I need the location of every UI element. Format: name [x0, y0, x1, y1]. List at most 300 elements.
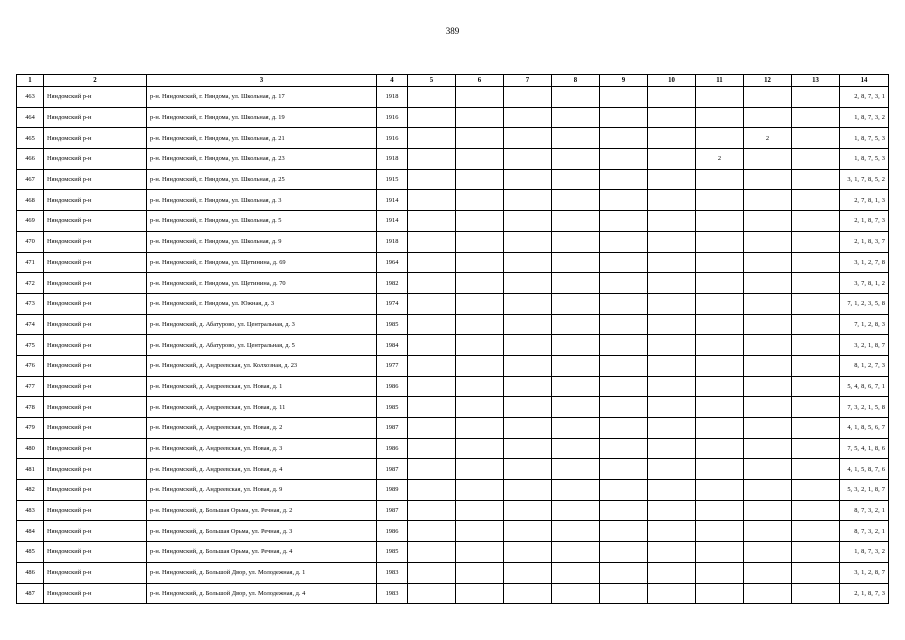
column-12-cell [744, 190, 792, 211]
column-9-cell [600, 314, 648, 335]
column-8-cell [552, 314, 600, 335]
column-14-cell: 5, 3, 2, 1, 8, 7 [840, 480, 889, 501]
column-10-cell [648, 397, 696, 418]
column-13-cell [792, 190, 840, 211]
column-9-cell [600, 231, 648, 252]
column-10-cell [648, 149, 696, 170]
column-9-cell [600, 190, 648, 211]
column-header-3: 3 [147, 75, 377, 87]
column-header-1: 1 [17, 75, 44, 87]
column-12-cell [744, 542, 792, 563]
column-9-cell [600, 169, 648, 190]
row-number: 472 [17, 273, 44, 294]
address-cell: р-н. Няндомский, д. Андреевская, ул. Колхозная, д. 23 [147, 355, 377, 376]
column-14-cell: 2, 1, 8, 7, 3 [840, 211, 889, 232]
column-11-cell [696, 252, 744, 273]
column-14-cell: 2, 1, 8, 7, 3 [840, 583, 889, 604]
column-5-cell [408, 128, 456, 149]
column-12-cell [744, 107, 792, 128]
column-8-cell [552, 480, 600, 501]
column-13-cell [792, 500, 840, 521]
column-7-cell [504, 87, 552, 108]
column-5-cell [408, 562, 456, 583]
address-cell: р-н. Няндомский, д. Абатурово, ул. Центральная, д. 5 [147, 335, 377, 356]
year-cell: 1916 [377, 107, 408, 128]
column-14-cell: 7, 1, 2, 8, 3 [840, 314, 889, 335]
column-5-cell [408, 211, 456, 232]
year-cell: 1989 [377, 480, 408, 501]
column-7-cell [504, 293, 552, 314]
column-9-cell [600, 149, 648, 170]
district-cell: Няндомский р-н [44, 397, 147, 418]
column-5-cell [408, 293, 456, 314]
row-number: 473 [17, 293, 44, 314]
row-number: 478 [17, 397, 44, 418]
column-9-cell [600, 500, 648, 521]
column-7-cell [504, 459, 552, 480]
column-6-cell [456, 128, 504, 149]
column-7-cell [504, 562, 552, 583]
table-row [17, 107, 889, 128]
district-cell: Няндомский р-н [44, 169, 147, 190]
row-number: 466 [17, 149, 44, 170]
district-cell: Няндомский р-н [44, 542, 147, 563]
column-7-cell [504, 190, 552, 211]
district-cell: Няндомский р-н [44, 87, 147, 108]
column-9-cell [600, 87, 648, 108]
column-8-cell [552, 376, 600, 397]
column-14-cell: 8, 1, 2, 7, 3 [840, 355, 889, 376]
row-number: 465 [17, 128, 44, 149]
district-cell: Няндомский р-н [44, 314, 147, 335]
column-11-cell [696, 169, 744, 190]
row-number: 470 [17, 231, 44, 252]
year-cell: 1914 [377, 190, 408, 211]
year-cell: 1985 [377, 542, 408, 563]
column-9-cell [600, 355, 648, 376]
column-10-cell [648, 190, 696, 211]
column-10-cell [648, 211, 696, 232]
table-row [17, 542, 889, 563]
column-11-cell [696, 418, 744, 439]
column-12-cell [744, 335, 792, 356]
column-10-cell [648, 314, 696, 335]
column-13-cell [792, 376, 840, 397]
column-header-12: 12 [744, 75, 792, 87]
column-5-cell [408, 459, 456, 480]
page-number: 389 [445, 26, 460, 36]
column-8-cell [552, 273, 600, 294]
table-row [17, 252, 889, 273]
row-number: 480 [17, 438, 44, 459]
column-12-cell [744, 273, 792, 294]
column-header-14: 14 [840, 75, 889, 87]
address-cell: р-н. Няндомский, д. Большая Орьма, ул. Речная, д. 3 [147, 521, 377, 542]
column-7-cell [504, 314, 552, 335]
column-12-cell [744, 211, 792, 232]
column-10-cell [648, 480, 696, 501]
column-10-cell [648, 231, 696, 252]
column-13-cell [792, 231, 840, 252]
address-cell: р-н. Няндомский, д. Андреевская, ул. Новая, д. 9 [147, 480, 377, 501]
column-header-13: 13 [792, 75, 840, 87]
column-9-cell [600, 335, 648, 356]
column-6-cell [456, 418, 504, 439]
year-cell: 1987 [377, 418, 408, 439]
column-13-cell [792, 87, 840, 108]
column-10-cell [648, 542, 696, 563]
column-12-cell [744, 583, 792, 604]
address-cell: р-н. Няндомский, д. Андреевская, ул. Новая, д. 2 [147, 418, 377, 439]
table-row [17, 293, 889, 314]
column-8-cell [552, 355, 600, 376]
column-12-cell [744, 314, 792, 335]
column-7-cell [504, 335, 552, 356]
year-cell: 1964 [377, 252, 408, 273]
column-11-cell [696, 293, 744, 314]
year-cell: 1987 [377, 459, 408, 480]
column-5-cell [408, 397, 456, 418]
column-8-cell [552, 107, 600, 128]
address-cell: р-н. Няндомский, г. Няндома, ул. Школьная, д. 9 [147, 231, 377, 252]
district-cell: Няндомский р-н [44, 190, 147, 211]
district-cell: Няндомский р-н [44, 438, 147, 459]
column-10-cell [648, 418, 696, 439]
column-7-cell [504, 583, 552, 604]
column-8-cell [552, 252, 600, 273]
column-10-cell [648, 169, 696, 190]
column-9-cell [600, 480, 648, 501]
column-8-cell [552, 169, 600, 190]
column-10-cell [648, 521, 696, 542]
column-5-cell [408, 335, 456, 356]
column-6-cell [456, 149, 504, 170]
address-cell: р-н. Няндомский, г. Няндома, ул. Щетинина, д. 69 [147, 252, 377, 273]
column-12-cell [744, 355, 792, 376]
table-row [17, 418, 889, 439]
column-12-cell [744, 293, 792, 314]
table-row [17, 273, 889, 294]
column-6-cell [456, 500, 504, 521]
column-14-cell: 8, 7, 3, 2, 1 [840, 521, 889, 542]
column-8-cell [552, 583, 600, 604]
column-14-cell: 3, 1, 2, 8, 7 [840, 562, 889, 583]
column-13-cell [792, 252, 840, 273]
year-cell: 1918 [377, 87, 408, 108]
column-header-9: 9 [600, 75, 648, 87]
column-13-cell [792, 438, 840, 459]
district-cell: Няндомский р-н [44, 107, 147, 128]
column-6-cell [456, 355, 504, 376]
row-number: 486 [17, 562, 44, 583]
column-8-cell [552, 149, 600, 170]
column-12-cell [744, 480, 792, 501]
column-12-cell [744, 562, 792, 583]
row-number: 475 [17, 335, 44, 356]
row-number: 464 [17, 107, 44, 128]
column-6-cell [456, 211, 504, 232]
column-6-cell [456, 190, 504, 211]
row-number: 463 [17, 87, 44, 108]
column-10-cell [648, 273, 696, 294]
column-14-cell: 8, 7, 3, 2, 1 [840, 500, 889, 521]
column-11-cell [696, 438, 744, 459]
year-cell: 1987 [377, 500, 408, 521]
column-5-cell [408, 169, 456, 190]
column-6-cell [456, 107, 504, 128]
column-13-cell [792, 355, 840, 376]
year-cell: 1916 [377, 128, 408, 149]
column-5-cell [408, 542, 456, 563]
column-9-cell [600, 438, 648, 459]
column-14-cell: 4, 1, 5, 8, 7, 6 [840, 459, 889, 480]
column-14-cell: 1, 8, 7, 3, 2 [840, 107, 889, 128]
address-cell: р-н. Няндомский, г. Няндома, ул. Школьная, д. 21 [147, 128, 377, 149]
column-7-cell [504, 252, 552, 273]
table-row [17, 211, 889, 232]
table-row [17, 376, 889, 397]
column-10-cell [648, 293, 696, 314]
year-cell: 1986 [377, 376, 408, 397]
column-13-cell [792, 542, 840, 563]
column-13-cell [792, 459, 840, 480]
column-10-cell [648, 355, 696, 376]
column-6-cell [456, 397, 504, 418]
column-11-cell [696, 542, 744, 563]
column-5-cell [408, 418, 456, 439]
column-9-cell [600, 252, 648, 273]
column-14-cell: 5, 4, 8, 6, 7, 1 [840, 376, 889, 397]
column-14-cell: 1, 8, 7, 5, 3 [840, 149, 889, 170]
column-7-cell [504, 397, 552, 418]
row-number: 482 [17, 480, 44, 501]
column-11-cell [696, 583, 744, 604]
column-13-cell [792, 273, 840, 294]
column-header-8: 8 [552, 75, 600, 87]
address-cell: р-н. Няндомский, д. Большая Орьма, ул. Речная, д. 2 [147, 500, 377, 521]
address-cell: р-н. Няндомский, д. Большой Двор, ул. Молодежная, д. 1 [147, 562, 377, 583]
column-6-cell [456, 459, 504, 480]
row-number: 471 [17, 252, 44, 273]
column-6-cell [456, 87, 504, 108]
address-cell: р-н. Няндомский, г. Няндома, ул. Щетинина, д. 70 [147, 273, 377, 294]
column-7-cell [504, 438, 552, 459]
header-row [17, 75, 889, 87]
column-header-6: 6 [456, 75, 504, 87]
column-5-cell [408, 500, 456, 521]
column-12-cell [744, 149, 792, 170]
year-cell: 1974 [377, 293, 408, 314]
column-12-cell [744, 397, 792, 418]
column-5-cell [408, 314, 456, 335]
column-11-cell [696, 397, 744, 418]
column-5-cell [408, 438, 456, 459]
column-9-cell [600, 562, 648, 583]
column-12-cell: 2 [744, 128, 792, 149]
column-7-cell [504, 500, 552, 521]
district-cell: Няндомский р-н [44, 252, 147, 273]
column-11-cell: 2 [696, 149, 744, 170]
district-cell: Няндомский р-н [44, 562, 147, 583]
column-12-cell [744, 87, 792, 108]
column-9-cell [600, 542, 648, 563]
district-cell: Няндомский р-н [44, 418, 147, 439]
column-5-cell [408, 149, 456, 170]
district-cell: Няндомский р-н [44, 500, 147, 521]
column-5-cell [408, 583, 456, 604]
column-7-cell [504, 128, 552, 149]
column-6-cell [456, 169, 504, 190]
column-14-cell: 1, 8, 7, 5, 3 [840, 128, 889, 149]
district-cell: Няндомский р-н [44, 355, 147, 376]
year-cell: 1918 [377, 231, 408, 252]
table-row [17, 314, 889, 335]
district-cell: Няндомский р-н [44, 149, 147, 170]
column-13-cell [792, 211, 840, 232]
column-14-cell: 1, 8, 7, 3, 2 [840, 542, 889, 563]
row-number: 469 [17, 211, 44, 232]
column-9-cell [600, 583, 648, 604]
table-row [17, 480, 889, 501]
column-header-5: 5 [408, 75, 456, 87]
column-13-cell [792, 335, 840, 356]
row-number: 477 [17, 376, 44, 397]
column-13-cell [792, 149, 840, 170]
column-8-cell [552, 438, 600, 459]
table-row [17, 190, 889, 211]
column-5-cell [408, 480, 456, 501]
column-11-cell [696, 459, 744, 480]
table-row [17, 562, 889, 583]
column-11-cell [696, 190, 744, 211]
column-13-cell [792, 128, 840, 149]
column-13-cell [792, 314, 840, 335]
column-11-cell [696, 500, 744, 521]
column-14-cell: 7, 5, 4, 1, 8, 6 [840, 438, 889, 459]
column-13-cell [792, 562, 840, 583]
column-12-cell [744, 376, 792, 397]
column-13-cell [792, 397, 840, 418]
table-row [17, 169, 889, 190]
column-6-cell [456, 542, 504, 563]
column-7-cell [504, 231, 552, 252]
column-7-cell [504, 169, 552, 190]
year-cell: 1977 [377, 355, 408, 376]
column-10-cell [648, 335, 696, 356]
column-6-cell [456, 273, 504, 294]
column-9-cell [600, 293, 648, 314]
column-6-cell [456, 438, 504, 459]
table-row [17, 87, 889, 108]
column-13-cell [792, 293, 840, 314]
column-header-7: 7 [504, 75, 552, 87]
table-header [17, 75, 889, 87]
address-cell: р-н. Няндомский, г. Няндома, ул. Школьная, д. 5 [147, 211, 377, 232]
column-10-cell [648, 459, 696, 480]
year-cell: 1915 [377, 169, 408, 190]
table-row [17, 149, 889, 170]
column-8-cell [552, 211, 600, 232]
column-6-cell [456, 293, 504, 314]
row-number: 483 [17, 500, 44, 521]
column-6-cell [456, 231, 504, 252]
column-10-cell [648, 252, 696, 273]
row-number: 479 [17, 418, 44, 439]
column-13-cell [792, 583, 840, 604]
column-11-cell [696, 521, 744, 542]
column-12-cell [744, 231, 792, 252]
table-row [17, 355, 889, 376]
column-12-cell [744, 500, 792, 521]
column-6-cell [456, 480, 504, 501]
column-12-cell [744, 418, 792, 439]
address-cell: р-н. Няндомский, г. Няндома, ул. Школьная, д. 19 [147, 107, 377, 128]
column-8-cell [552, 521, 600, 542]
column-11-cell [696, 273, 744, 294]
district-cell: Няндомский р-н [44, 376, 147, 397]
year-cell: 1983 [377, 583, 408, 604]
column-14-cell: 3, 1, 2, 7, 8 [840, 252, 889, 273]
column-10-cell [648, 562, 696, 583]
row-number: 476 [17, 355, 44, 376]
column-11-cell [696, 107, 744, 128]
address-cell: р-н. Няндомский, д. Андреевская, ул. Новая, д. 11 [147, 397, 377, 418]
year-cell: 1984 [377, 335, 408, 356]
district-cell: Няндомский р-н [44, 293, 147, 314]
column-6-cell [456, 252, 504, 273]
column-14-cell: 2, 1, 8, 3, 7 [840, 231, 889, 252]
housing-registry-table [16, 74, 889, 604]
address-cell: р-н. Няндомский, г. Няндома, ул. Школьная, д. 23 [147, 149, 377, 170]
address-cell: р-н. Няндомский, д. Андреевская, ул. Новая, д. 1 [147, 376, 377, 397]
table-row [17, 438, 889, 459]
column-13-cell [792, 107, 840, 128]
column-8-cell [552, 542, 600, 563]
column-12-cell [744, 438, 792, 459]
table-row [17, 459, 889, 480]
column-header-10: 10 [648, 75, 696, 87]
column-9-cell [600, 211, 648, 232]
address-cell: р-н. Няндомский, г. Няндома, ул. Школьная, д. 25 [147, 169, 377, 190]
column-5-cell [408, 376, 456, 397]
address-cell: р-н. Няндомский, д. Большая Орьма, ул. Речная, д. 4 [147, 542, 377, 563]
column-5-cell [408, 252, 456, 273]
column-10-cell [648, 500, 696, 521]
table-row [17, 583, 889, 604]
column-13-cell [792, 169, 840, 190]
year-cell: 1982 [377, 273, 408, 294]
table-row [17, 397, 889, 418]
year-cell: 1914 [377, 211, 408, 232]
column-11-cell [696, 335, 744, 356]
column-13-cell [792, 521, 840, 542]
column-8-cell [552, 231, 600, 252]
row-number: 474 [17, 314, 44, 335]
column-9-cell [600, 397, 648, 418]
address-cell: р-н. Няндомский, г. Няндома, ул. Южная, д. 3 [147, 293, 377, 314]
column-7-cell [504, 107, 552, 128]
column-8-cell [552, 293, 600, 314]
column-11-cell [696, 231, 744, 252]
column-9-cell [600, 107, 648, 128]
column-5-cell [408, 273, 456, 294]
column-7-cell [504, 542, 552, 563]
column-14-cell: 3, 7, 8, 1, 2 [840, 273, 889, 294]
column-8-cell [552, 500, 600, 521]
column-11-cell [696, 314, 744, 335]
district-cell: Няндомский р-н [44, 583, 147, 604]
column-6-cell [456, 562, 504, 583]
